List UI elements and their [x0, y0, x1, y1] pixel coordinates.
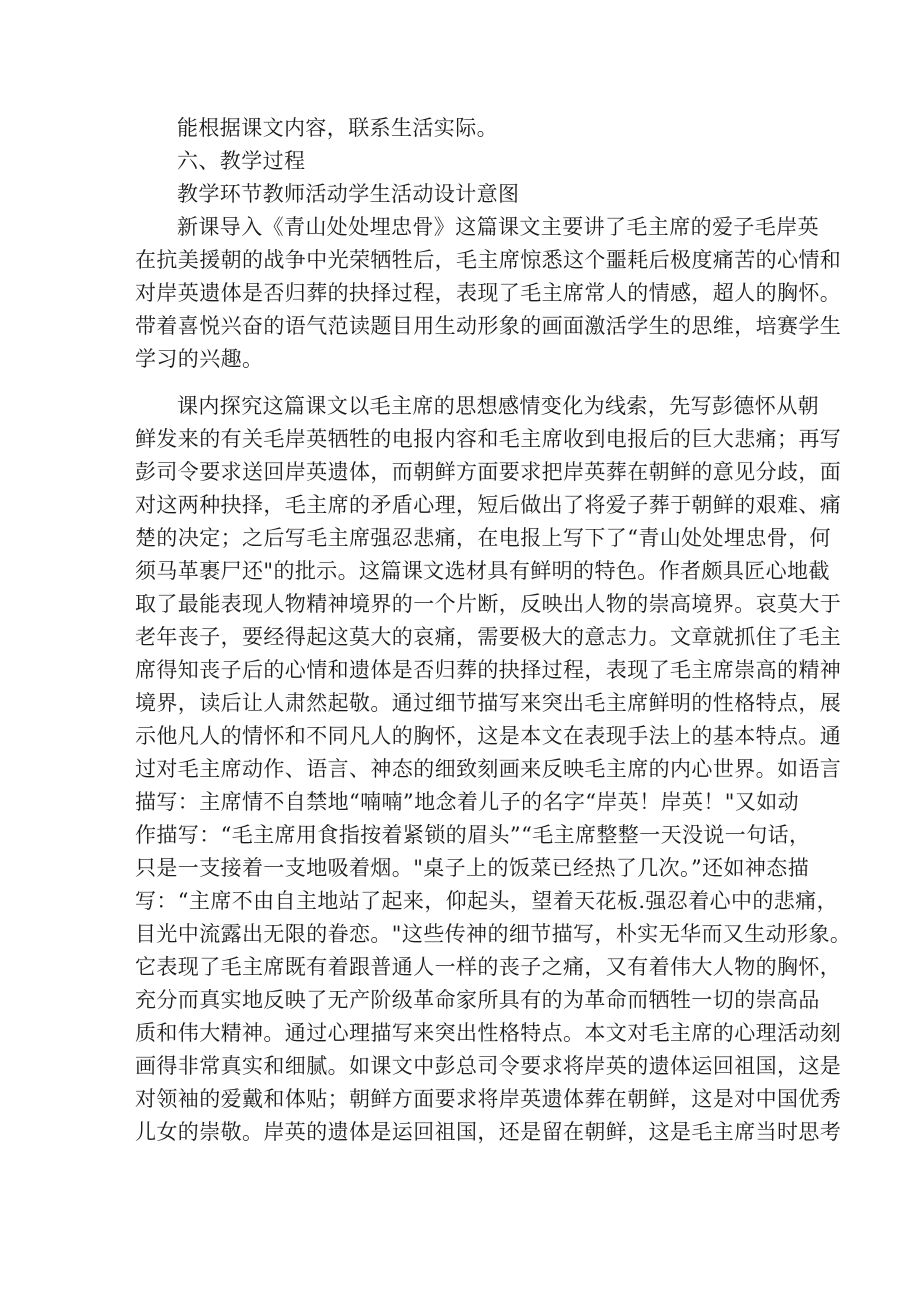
paragraph-line: 目光中流露出无限的眷恋。"这些传神的细节描写，朴实无华而又生动形象。 — [135, 922, 852, 946]
paragraph-line: 对领袖的爱戴和体贴；朝鲜方面要求将岸英遗体葬在朝鲜，这是对中国优秀 — [135, 1087, 842, 1111]
paragraph-line: 席得知丧子后的心情和遗体是否归葬的抉择过程，表现了毛主席崇高的精神 — [135, 658, 842, 682]
paragraph-line: 新课导入《青山处处埋忠骨》这篇课文主要讲了毛主席的爱子毛岸英 — [177, 215, 819, 239]
paragraph-line: 写：“主席不由自主地站了起来，仰起头，望着天花板.强忍着心中的悲痛， — [135, 889, 839, 913]
paragraph-line: 带着喜悦兴奋的语气范读题目用生动形象的画面激活学生的思维，培赛学生 — [135, 314, 842, 338]
paragraph-line: 在抗美援朝的战争中光荣牺牲后，毛主席惊悉这个噩耗后极度痛苦的心情和 — [135, 248, 842, 272]
paragraph-line: 对这两种抉择，毛主席的矛盾心理，短后做出了将爱子葬于朝鲜的艰难、痛 — [135, 493, 842, 517]
paragraph-line: 它表现了毛主席既有着跟普通人一样的丧子之痛，又有着伟大人物的胸怀， — [135, 955, 842, 979]
paragraph-line: 过对毛主席动作、语言、神态的细致刻画来反映毛主席的内心世界。如语言 — [135, 757, 842, 781]
paragraph-line: 取了最能表现人物精神境界的一个片断，反映出人物的崇高境界。哀莫大于 — [135, 592, 842, 616]
paragraph-line: 老年丧子，要经得起这莫大的哀痛，需要极大的意志力。文章就抓住了毛主 — [135, 625, 842, 649]
paragraph-line: 儿女的崇敬。岸英的遗体是运回祖国，还是留在朝鲜，这是毛主席当时思考 — [135, 1120, 842, 1144]
paragraph-line: 质和伟大精神。通过心理描写来突出性格特点。本文对毛主席的心理活动刻 — [135, 1021, 842, 1045]
section-heading: 六、教学过程 — [177, 149, 306, 173]
paragraph-line: 鲜发来的有关毛岸英牺牲的电报内容和毛主席收到电报后的巨大悲痛；再写 — [135, 427, 842, 451]
paragraph-exploration — [135, 390, 852, 1149]
paragraph-line: 画得非常真实和细腻。如课文中彭总司令要求将岸英的遗体运回祖国，这是 — [135, 1054, 842, 1078]
paragraph-line: 须马革裹尸还"的批示。这篇课文选材具有鲜明的特色。作者颇具匠心地截 — [135, 559, 830, 583]
paragraph-line: 对岸英遗体是否归葬的抉择过程，表现了毛主席常人的情感，超人的胸怀。 — [135, 281, 842, 305]
paragraph-line: 只是一支接着一支地吸着烟。"桌子上的饭菜已经热了几次。”还如神态描 — [135, 856, 810, 880]
paragraph-line: 彭司令要求送回岸英遗体，而朝鲜方面要求把岸英葬在朝鲜的意见分歧，面 — [135, 460, 842, 484]
paragraph-line: 课内探究这篇课文以毛主席的思想感情变化为线索，先写彭德怀从朝 — [177, 394, 819, 418]
paragraph-line: 描写：主席情不自禁地“喃喃”地念着儿子的名字“岸英！岸英！"又如动 — [135, 790, 800, 814]
document-body — [135, 112, 852, 1149]
paragraph-line: 学习的兴趣。 — [135, 347, 264, 371]
paragraph-line: 楚的决定；之后写毛主席强忍悲痛，在电报上写下了“青山处处埋忠骨，何 — [135, 526, 831, 550]
paragraph-line: 境界，读后让人肃然起敬。通过细节描写来突出毛主席鲜明的性格特点，展 — [135, 691, 842, 715]
paragraph-line: 作描写：“毛主席用食指按着紧锁的眉头”“毛主席整整一天没说一句话， — [135, 823, 811, 847]
paragraph-intro — [135, 211, 842, 376]
paragraph-line: 示他凡人的情怀和不同凡人的胸怀，这是本文在表现手法上的基本特点。通 — [135, 724, 842, 748]
table-header-line: 教学环节教师活动学生活动设计意图 — [177, 182, 520, 206]
paragraph-line: 充分而真实地反映了无产阶级革命家所具有的为革命而牺牲一切的崇高品 — [135, 988, 820, 1012]
paragraph-gap — [135, 376, 795, 390]
intro-line: 能根据课文内容，联系生活实际。 — [177, 116, 498, 140]
